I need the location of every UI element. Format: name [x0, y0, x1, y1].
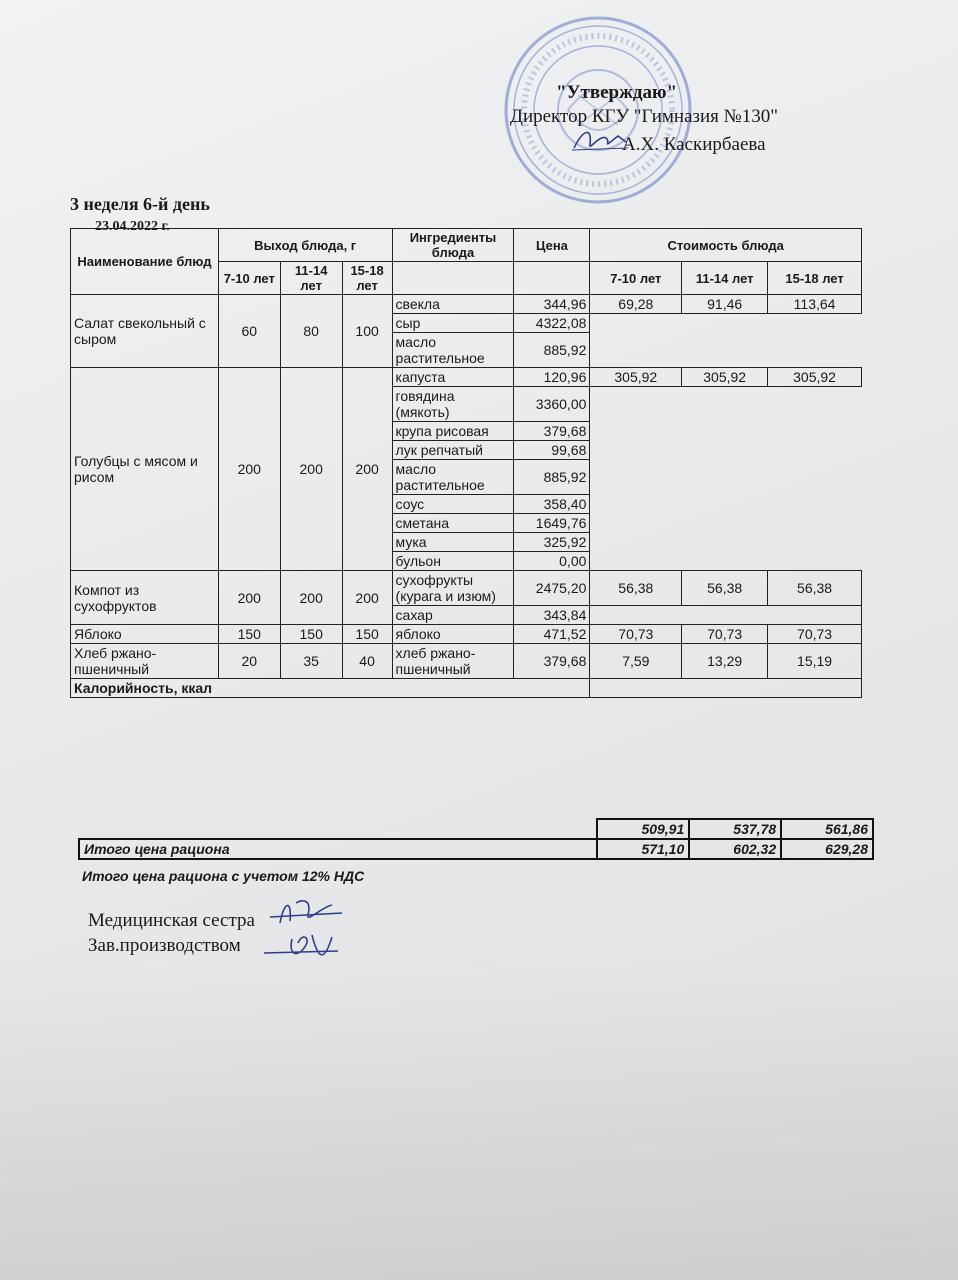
- dish-cost: 56,38: [590, 571, 682, 606]
- nurse-label: Медицинская сестра: [88, 910, 255, 931]
- ingredient-name: мука: [392, 533, 514, 552]
- header-dish: Наименование блюд: [71, 229, 219, 295]
- signatures-block: [88, 908, 255, 958]
- ingredient-price: 471,52: [514, 625, 590, 644]
- ration-total: 509,91: [597, 819, 689, 839]
- ingredient-price: 3360,00: [514, 387, 590, 422]
- ingredient-name: крупа рисовая: [392, 422, 514, 441]
- ingredient-price: 358,40: [514, 495, 590, 514]
- dish-name: Голубцы с мясом и рисом: [71, 368, 219, 571]
- table-row: [71, 368, 862, 387]
- ingredient-name: сыр: [392, 314, 514, 333]
- dish-cost: 113,64: [768, 295, 862, 314]
- ration-total: 561,86: [781, 819, 873, 839]
- ration-total: 537,78: [689, 819, 781, 839]
- ingredient-name: яблоко: [392, 625, 514, 644]
- header-age-out-1: 7-10 лет: [218, 262, 280, 295]
- ingredient-price: 325,92: [514, 533, 590, 552]
- ingredient-name: сметана: [392, 514, 514, 533]
- dish-cost: 7,59: [590, 644, 682, 679]
- dish-out: 200: [280, 368, 342, 571]
- header-output: Выход блюда, г: [218, 229, 392, 262]
- ingredient-name: соус: [392, 495, 514, 514]
- totals-table: [78, 818, 874, 860]
- dish-out: 80: [280, 295, 342, 368]
- dish-out: 100: [342, 295, 392, 368]
- ingredient-name: свекла: [392, 295, 514, 314]
- table-row: [71, 571, 862, 606]
- table-row: [71, 625, 862, 644]
- ingredient-price: 379,68: [514, 422, 590, 441]
- vat-total-label: Итого цена рациона с учетом 12% НДС: [82, 868, 365, 884]
- ingredient-price: 2475,20: [514, 571, 590, 606]
- ingredient-price: 379,68: [514, 644, 590, 679]
- header-ingredients: Ингредиенты блюда: [392, 229, 514, 262]
- ration-total-row: [79, 839, 873, 859]
- empty-cell: [79, 819, 597, 839]
- dish-out: 20: [218, 644, 280, 679]
- empty-cell: [590, 387, 862, 571]
- header-cost: Стоимость блюда: [590, 229, 862, 262]
- menu-date: 23.04.2022 г.: [95, 219, 170, 234]
- dish-out: 150: [218, 625, 280, 644]
- ingredient-name: масло растительное: [392, 333, 514, 368]
- ingredient-price: 1649,76: [514, 514, 590, 533]
- dish-out: 200: [342, 368, 392, 571]
- ingredient-price: 344,96: [514, 295, 590, 314]
- vat-total: 629,28: [781, 839, 873, 859]
- header-price: Цена: [514, 229, 590, 262]
- table-header-row: [71, 229, 862, 262]
- header-age-out-2: 11-14 лет: [280, 262, 342, 295]
- ingredient-price: 120,96: [514, 368, 590, 387]
- dish-cost: 69,28: [590, 295, 682, 314]
- ingredient-name: сухофрукты (курага и изюм): [392, 571, 514, 606]
- director-name: А.Х. Каскирбаева: [622, 134, 766, 155]
- header-blank-price: [514, 262, 590, 295]
- header-age-cost-3: 15-18 лет: [768, 262, 862, 295]
- dish-name: Яблоко: [71, 625, 219, 644]
- dish-out: 150: [342, 625, 392, 644]
- calories-row: [71, 679, 862, 698]
- ingredient-name: хлеб ржано-пшеничный: [392, 644, 514, 679]
- calories-value: [590, 679, 862, 698]
- dish-out: 200: [280, 571, 342, 625]
- ingredient-name: масло растительное: [392, 460, 514, 495]
- approval-position: Директор КГУ "Гимназия №130": [510, 106, 779, 127]
- week-day-title: 3 неделя 6-й день: [70, 194, 210, 214]
- manager-label: Зав.производством: [88, 935, 241, 956]
- dish-name: Салат свекольный с сыром: [71, 295, 219, 368]
- dish-cost: 56,38: [768, 571, 862, 606]
- ingredient-name: бульон: [392, 552, 514, 571]
- page-shadow: [0, 960, 958, 1280]
- dish-cost: 305,92: [590, 368, 682, 387]
- ingredient-price: 0,00: [514, 552, 590, 571]
- dish-cost: 56,38: [682, 571, 768, 606]
- handwritten-signatures: [262, 893, 352, 965]
- table-row: [71, 295, 862, 314]
- vat-total: 571,10: [597, 839, 689, 859]
- dish-out: 150: [280, 625, 342, 644]
- ingredient-name: сахар: [392, 606, 514, 625]
- ingredient-price: 343,84: [514, 606, 590, 625]
- dish-cost: 305,92: [682, 368, 768, 387]
- dish-out: 200: [218, 571, 280, 625]
- ingredient-price: 885,92: [514, 333, 590, 368]
- dish-cost: 70,73: [590, 625, 682, 644]
- totals-spacer-row: [79, 819, 873, 839]
- dish-out: 200: [218, 368, 280, 571]
- dish-cost: 70,73: [768, 625, 862, 644]
- ingredient-price: 4322,08: [514, 314, 590, 333]
- table-row: [71, 644, 862, 679]
- header-age-cost-2: 11-14 лет: [682, 262, 768, 295]
- dish-out: 40: [342, 644, 392, 679]
- dish-out: 200: [342, 571, 392, 625]
- approval-title: "Утверждаю": [556, 82, 678, 103]
- dish-cost: 91,46: [682, 295, 768, 314]
- empty-cell: [590, 314, 862, 368]
- dish-name: Компот из сухофруктов: [71, 571, 219, 625]
- ingredient-name: капуста: [392, 368, 514, 387]
- ingredient-price: 99,68: [514, 441, 590, 460]
- dish-name: Хлеб ржано-пшеничный: [71, 644, 219, 679]
- dish-cost: 13,29: [682, 644, 768, 679]
- header-age-cost-1: 7-10 лет: [590, 262, 682, 295]
- ingredient-name: лук репчатый: [392, 441, 514, 460]
- director-signature: [570, 124, 630, 154]
- dish-cost: 305,92: [768, 368, 862, 387]
- dish-out: 35: [280, 644, 342, 679]
- ingredient-price: 885,92: [514, 460, 590, 495]
- vat-total: 602,32: [689, 839, 781, 859]
- dish-out: 60: [218, 295, 280, 368]
- dish-cost: 15,19: [768, 644, 862, 679]
- ration-total-label: Итого цена рациона: [79, 839, 597, 859]
- header-age-out-3: 15-18 лет: [342, 262, 392, 295]
- calories-label: Калорийность, ккал: [71, 679, 590, 698]
- header-blank-ingredients: [392, 262, 514, 295]
- menu-table: [70, 228, 862, 698]
- empty-cell: [590, 606, 862, 625]
- dish-cost: 70,73: [682, 625, 768, 644]
- ingredient-name: говядина (мякоть): [392, 387, 514, 422]
